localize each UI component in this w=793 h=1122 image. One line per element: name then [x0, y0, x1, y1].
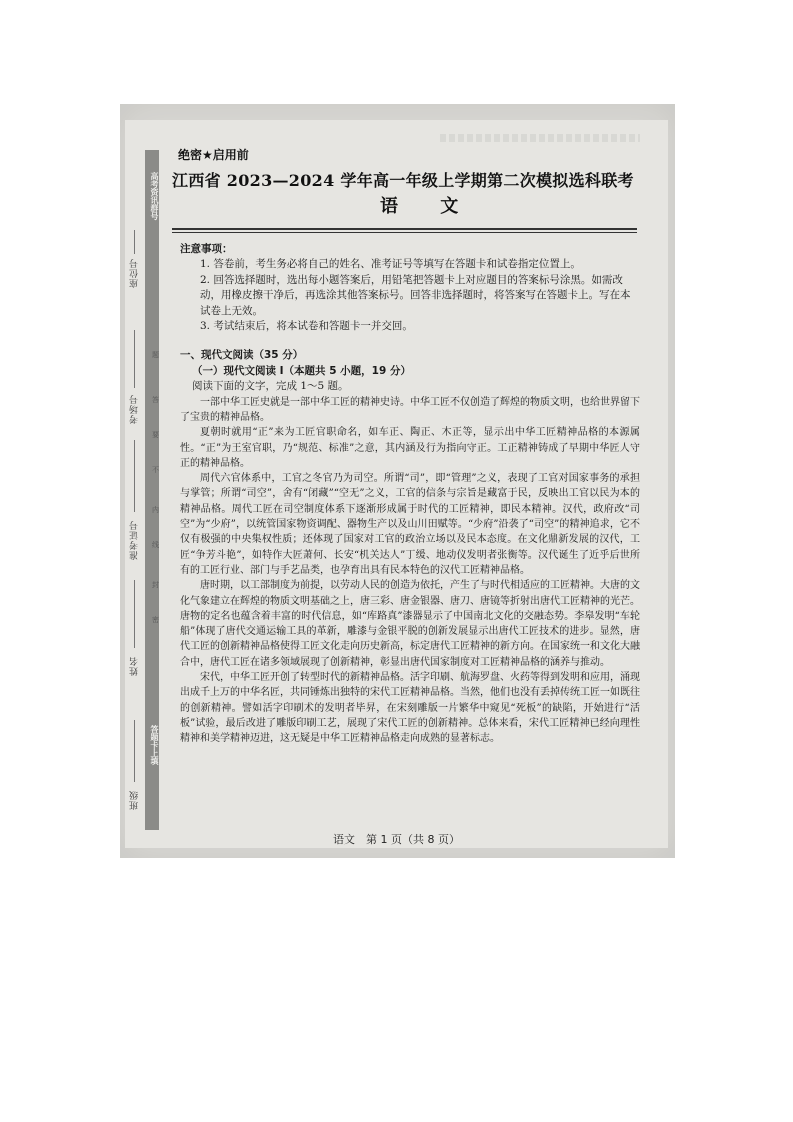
passage-paragraph: 一部中华工匠史就是一部中华工匠的精神史诗。中华工匠不仅创造了辉煌的物质文明，也给世界留下了宝贵的精神品格。: [180, 396, 640, 423]
title-rule-thick: [172, 228, 637, 230]
bleed-through-text: [440, 134, 640, 142]
name-line: [134, 580, 135, 648]
exam-title: 江西省 2023—2024 学年高一年级上学期第二次模拟选科联考: [172, 171, 634, 190]
title-rule-thin: [172, 232, 637, 233]
notice-item: 1. 答卷前，考生务必将自己的姓名、准考证号等填写在答题卡和试卷指定位置上。: [200, 258, 581, 271]
page-footer: 语文 第 1 页（共 8 页）: [333, 833, 460, 846]
subsection-heading: （一）现代文阅读 Ⅰ（本题共 5 小题，19 分）: [192, 364, 411, 377]
binding-bottom-label: 答题卡上填: [150, 725, 159, 765]
notice-heading: 注意事项：: [180, 243, 233, 255]
seat-number-field: 座位号: [130, 258, 140, 288]
binding-top-label: 高考资讯群号: [150, 172, 159, 220]
notice-item: 2. 回答选择题时，选出每小题答案后，用铅笔把答题卡上对应题目的答案标号涂黑。如需改动，用橡皮擦干净后，再选涂其他答案标号。回答非选择题时，将答案写在答题卡上。写在本试卷上无效。: [200, 273, 631, 317]
subject-title: 语 文: [380, 196, 477, 217]
class-line: [134, 720, 135, 782]
exam-room-field: 考场号: [130, 394, 140, 424]
passage-paragraph: 宋代，中华工匠开创了转型时代的新精神品格。活字印刷、航海罗盘、火药等得到发明和应用，涌现出成千上万的中华名匠，共同锤炼出独特的宋代工匠精神品格。当然，他们也没有丢掉传统工匠一如既往的创新精神。譬如活字印刷术的发明者毕昇，在宋刻雕版一片繁华中窥见“死板”的缺陷，开始进行“活板”试验，最后改进了雕版印刷工艺，展现了宋代工匠的创新精神。总体来看，宋代工匠精神已经向理性精神和美学精神迈进，这无疑是中华工匠精神品格走向成熟的显著标志。: [180, 672, 640, 745]
confidential-tag: 绝密★启用前: [178, 148, 249, 162]
exam-body: [180, 240, 640, 746]
notice-item: 3. 考试结束后，将本试卷和答题卡一并交回。: [200, 320, 413, 333]
section-heading: 一、现代文阅读（35 分）: [180, 349, 304, 362]
passage-paragraph: 唐时期，以工部制度为前提，以劳动人民的创造为依托，产生了与时代相适应的工匠精神。大唐的文化气象建立在辉煌的物质文明基础之上，唐三彩、唐金银器、唐刀、唐镜等折射出唐代工匠精神的光芒。唐物的定名也蕴含着丰富的时代信息，如“库路真”漆器显示了中国南北文化的交融态势。李皋发明“车轮船”体现了唐代交通运输工具的革新，雕漆与金银平脱的创新发展显示出唐代工匠技术的进步。显然，唐代工匠的创新精神品格使得工匠文化走向历史新高，标定唐代工匠精神的新方向。在国家统一和文化大融合中，唐代工匠在诸多领域展现了创新精神，彰显出唐代国家制度对工匠精神品格的涵养与推动。: [180, 580, 640, 668]
admission-number-field: 准考证号: [130, 520, 140, 560]
admission-line: [134, 440, 135, 512]
reading-instruction: 阅读下面的文字，完成 1～5 题。: [192, 380, 349, 393]
passage-paragraph: 夏朝时就用“正”来为工匠官职命名，如车正、陶正、木正等，显示出中华工匠精神品格的本源属性。“正”为王室官职，乃“规范、标准”之意，其内涵及行为指向守正。工正精神铸成了早期中华匠人守正的精神品格。: [180, 427, 640, 469]
passage-paragraph: 周代六官体系中，工官之冬官乃为司空。所谓“司”，即“管理”之义，表现了工官对国家事务的承担与掌管；所谓“司空”，舍有“闭藏”“空无”之义，工官的信条与宗旨是藏富于民，反映出工官以民为本的精神品格。周代工匠在司空制度体系下逐渐形成属于时代的工匠精神，即民本精神。汉代，政府改“司空”为“少府”，以统管国家物资调配、器物生产以及山川田赋等。“少府”沿袭了“司空”的精神追求，它不仅有极强的中央集权性质；还体现了国家对工官的政治立场以及民本态度。在文化鼎新发展的汉代，工匠“争芳斗艳”，如特作大匠萧何、长安“机关达人”丁缓、地动仪发明者张衡等。汉代诞生了近乎后世所有的工匠行业、部门与手艺品类，也孕育出具有民本特色的汉代工匠精神品格。: [180, 473, 640, 576]
class-field: 班级: [130, 790, 140, 810]
exam-room-line: [134, 330, 135, 388]
seat-line: [134, 230, 135, 254]
name-field: 姓名: [130, 656, 140, 676]
